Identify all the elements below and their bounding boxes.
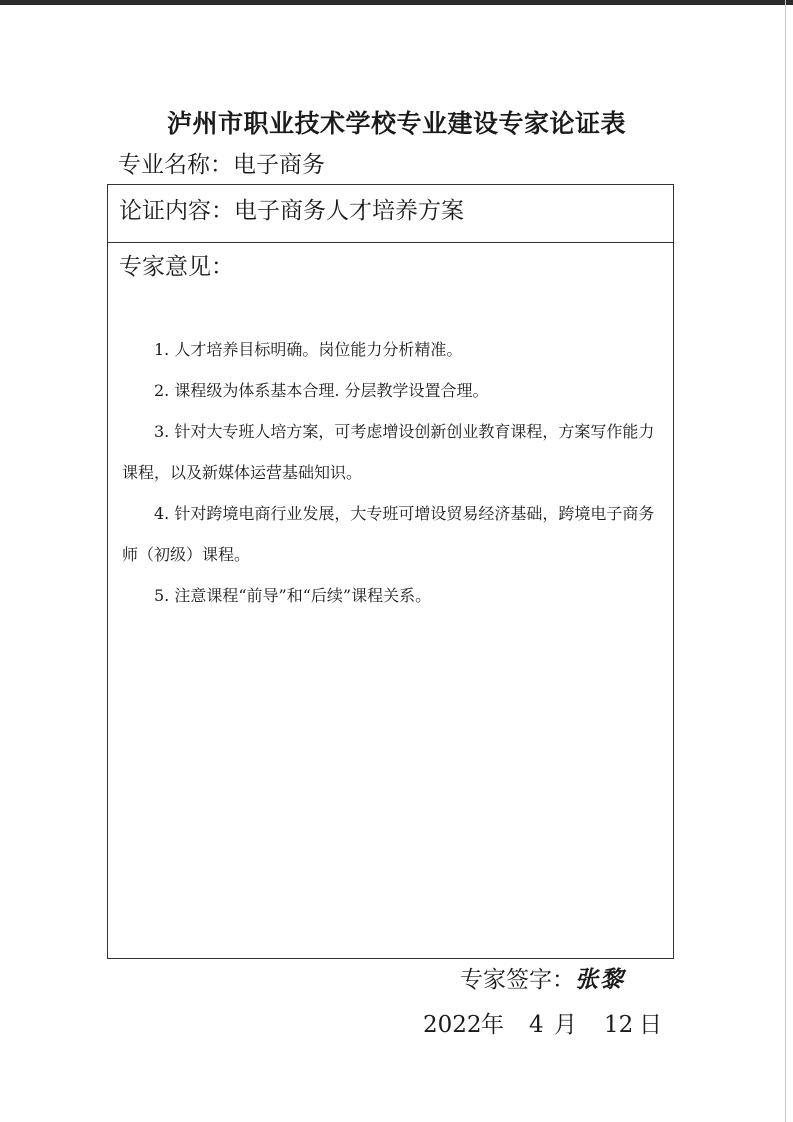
signature-line: [460, 962, 625, 998]
opinion-item: 4. 针对跨境电商行业发展，大专班可增设贸易经济基础，跨境电子商务师（初级）课程。: [122, 504, 655, 564]
opinion-label: 专家意见：: [119, 254, 234, 280]
scan-top-border: [0, 0, 793, 5]
evaluation-form-box: [107, 184, 674, 959]
date-month: 4: [529, 1012, 544, 1038]
major-name: 专业名称：电子商务: [118, 152, 325, 178]
opinion-item: 1. 人才培养目标明确。岗位能力分析精准。: [154, 340, 463, 359]
date-day: 12: [604, 1012, 634, 1038]
date-year-char: 年: [481, 1012, 504, 1038]
opinion-item: 2. 课程级为体系基本合理. 分层教学设置合理。: [154, 381, 489, 400]
opinion-item: 3. 针对大专班人培方案，可考虑增设创新创业教育课程，方案写作能力课程，以及新媒体运营基础知识。: [122, 422, 655, 482]
opinion-item: 5. 注意课程“前导”和“后续”课程关系。: [154, 586, 432, 605]
scan-right-edge: [785, 0, 786, 1122]
date-year: 2022: [423, 1012, 482, 1038]
signature-label: 专家签字：: [460, 967, 575, 993]
content-text: 论证内容：电子商务人才培养方案: [119, 198, 464, 224]
opinion-list: [122, 329, 662, 616]
date-line: [423, 1007, 662, 1043]
signature-name: 张黎: [575, 966, 625, 993]
document-title: 泸州市职业技术学校专业建设专家论证表: [166, 109, 626, 138]
date-month-char: 月: [554, 1012, 577, 1038]
content-row: [108, 185, 673, 243]
date-day-char: 日: [639, 1012, 662, 1038]
